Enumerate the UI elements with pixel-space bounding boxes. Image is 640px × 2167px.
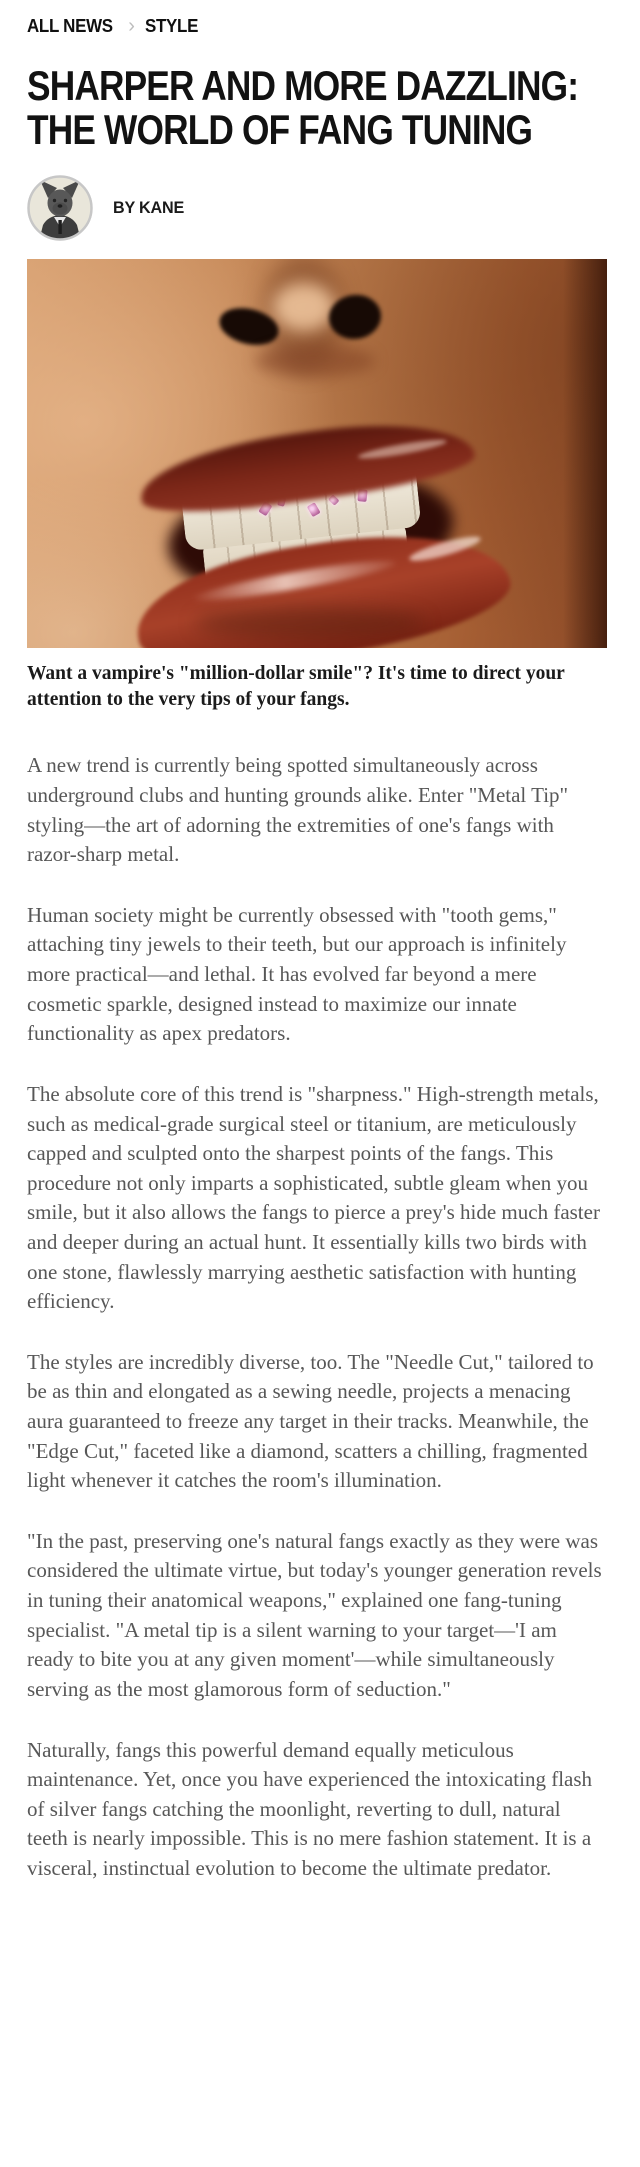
hero-right-shadow bbox=[563, 259, 607, 648]
byline[interactable]: BY KANE bbox=[113, 198, 185, 218]
breadcrumb bbox=[27, 14, 613, 37]
hero-nose bbox=[177, 259, 477, 413]
author-avatar[interactable] bbox=[27, 175, 93, 241]
hero-septum-shadow bbox=[255, 345, 375, 377]
paragraph-3: The absolute core of this trend is "sharpness." High-strength metals, such as medical-grade surgical steel or titanium, are meticulously capped and sculpted onto the sharpest points of the fangs. This procedure not only imparts a sophisticated, subtle gleam when you smile, but it also allows the fangs to pierce a prey's hide much faster and deeper during an actual hunt. It essentially kills two birds with one stone, flawlessly marrying aesthetic satisfaction with hunting efficiency. bbox=[27, 1081, 600, 1314]
paragraph-2: Human society might be currently obsessed with "tooth gems," attaching tiny jewels to their teeth, but our approach is infinitely more practical—and lethal. It has evolved far beyond a mere cosmetic sparkle, designed instead to maximize our innate functionality as apex predators. bbox=[27, 902, 567, 1046]
page-title bbox=[27, 64, 613, 152]
tooth-gem-icon bbox=[307, 502, 321, 517]
breadcrumb-chevron-icon: › bbox=[128, 14, 135, 37]
breadcrumb-item-all-news[interactable]: ALL NEWS bbox=[27, 16, 113, 36]
image-caption: Want a vampire's "million-dollar smile"? It's time to direct your attention to the very tips of your fangs. bbox=[27, 663, 565, 711]
author-row bbox=[27, 173, 613, 243]
hero-chin-shadow bbox=[195, 607, 425, 639]
breadcrumb-item-style[interactable]: STYLE bbox=[144, 16, 199, 36]
article-body bbox=[27, 751, 613, 1883]
page-title-line-2: THE WORLD OF FANG TUNING bbox=[27, 106, 533, 154]
paragraph-4: The styles are incredibly diverse, too. The "Needle Cut," tailored to be as thin and elongated as a sewing needle, projects a menacing aura guaranteed to freeze any target in their tracks. Meanwhile, the "Edge Cut," faceted like a diamond, scatters a chilling, fragmented light whenever it catches the room's illumination. bbox=[27, 1349, 594, 1493]
hero-image bbox=[27, 259, 607, 648]
paragraph-5: "In the past, preserving one's natural fangs exactly as they were was considered the ultimate virtue, but today's younger generation revels in tuning their anatomical weapons," explained one fang-tuning specialist. "A metal tip is a silent warning to your target—'I am ready to bite you at any given moment'—while simultaneously serving as the most glamorous form of seduction." bbox=[27, 1528, 602, 1701]
paragraph-1: A new trend is currently being spotted simultaneously across underground clubs and hunting grounds alike. Enter "Metal Tip" styling—the art of adorning the extremities of one's fangs with razor-sharp metal. bbox=[27, 753, 569, 867]
paragraph-6: Naturally, fangs this powerful demand equally meticulous maintenance. Yet, once you have experienced the intoxicating flash of silver fangs catching the moonlight, reverting to dull, natural teeth is nearly impossible. This is no mere fashion statement. It is a visceral, instinctual evolution to become the ultimate predator. bbox=[27, 1737, 593, 1880]
page-title-line-1: SHARPER AND MORE DAZZLING: bbox=[27, 62, 579, 109]
hero-nose-tip-highlight bbox=[273, 283, 335, 331]
